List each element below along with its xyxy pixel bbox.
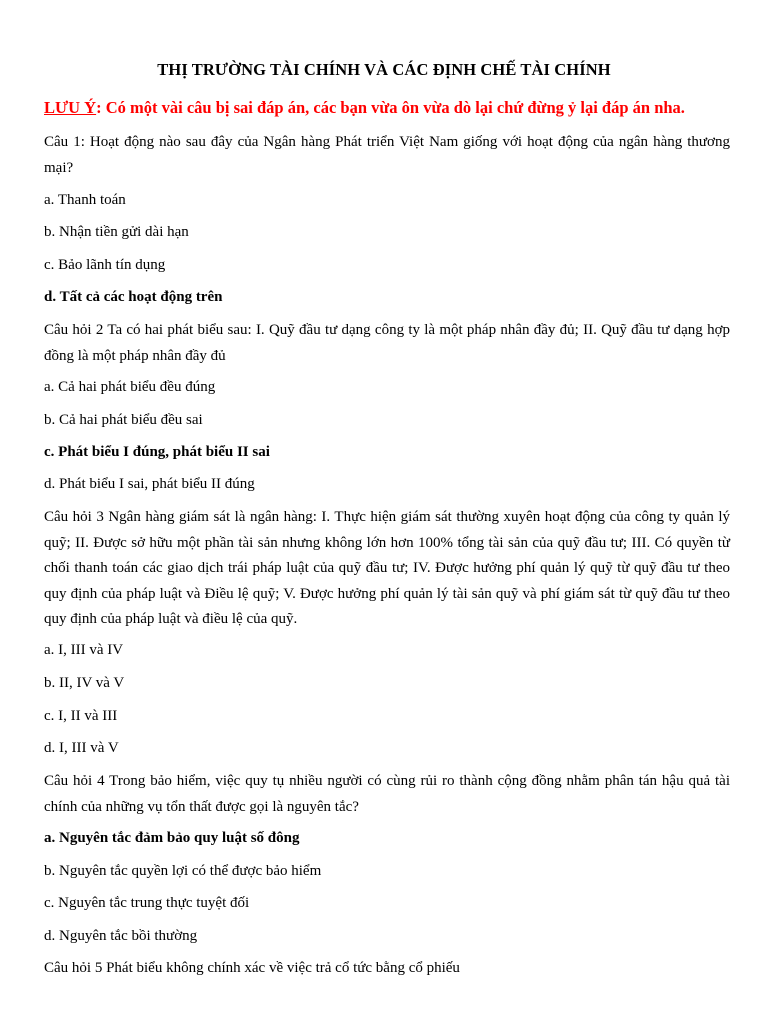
q4-option-b: b. Nguyên tắc quyền lợi có thể được bảo hiểm (44, 863, 322, 879)
q2-option-d: d. Phát biểu I sai, phát biểu II đúng (44, 476, 255, 492)
q2-option-c-answer: c. Phát biểu I đúng, phát biểu II sai (44, 444, 270, 460)
question-5: Câu hỏi 5 Phát biểu không chính xác về việc trả cổ tức bằng cổ phiếu (44, 960, 460, 976)
q4-option-c: c. Nguyên tắc trung thực tuyệt đối (44, 895, 250, 911)
page-title: THỊ TRƯỜNG TÀI CHÍNH VÀ CÁC ĐỊNH CHẾ TÀI CHÍNH (157, 60, 611, 79)
q1-option-d-answer: d. Tất cả các hoạt động trên (44, 289, 223, 305)
warning-note (44, 98, 728, 118)
q4-option-a-answer: a. Nguyên tắc đảm bảo quy luật số đông (44, 830, 300, 846)
q2-option-b: b. Cả hai phát biểu đều sai (44, 412, 203, 428)
note-text: : Có một vài câu bị sai đáp án, các bạn vừa ôn vừa dò lại chứ đừng ỷ lại đáp án nha. (96, 98, 685, 117)
question-2: Câu hỏi 2 Ta có hai phát biểu sau: I. Quỹ đầu tư dạng công ty là một pháp nhân đầy đủ; II. Quỹ đầu tư dạng hợp đồng là một pháp nhân đầy đủ (44, 322, 730, 364)
q2-option-a: a. Cả hai phát biểu đều đúng (44, 379, 216, 395)
question-1: Câu 1: Hoạt động nào sau đây của Ngân hàng Phát triển Việt Nam giống với hoạt động của ngân hàng thương mại? (44, 134, 730, 176)
note-label: LƯU Ý (44, 98, 97, 117)
q1-option-a: a. Thanh toán (44, 192, 126, 208)
question-3: Câu hỏi 3 Ngân hàng giám sát là ngân hàng: I. Thực hiện giám sát thường xuyên hoạt động của công ty quản lý quỹ; II. Được sở hữu một phần tài sản nhưng không lớn hơn 100% tổng tài sản của quỹ đầu tư; III. Có quyền từ chối thanh toán các giao dịch trái pháp luật của quỹ đầu tư; IV. Được hưởng phí quản lý quỹ từ quỹ đầu tư theo quy định của pháp luật và Điều lệ quỹ; V. Được hưởng phí quản lý tài sản quỹ và phí giám sát từ quỹ đầu tư theo quy định của pháp luật và điều lệ của quỹ. (44, 509, 730, 627)
question-4: Câu hỏi 4 Trong bảo hiểm, việc quy tụ nhiều người có cùng rủi ro thành cộng đồng nhằm phân tán hậu quả tài chính của những vụ tổn thất được gọi là nguyên tắc? (44, 773, 730, 815)
q3-option-c: c. I, II và III (44, 708, 118, 724)
q1-option-b: b. Nhận tiền gửi dài hạn (44, 224, 189, 240)
q3-option-b: b. II, IV và V (44, 675, 125, 691)
q3-option-d: d. I, III và V (44, 740, 119, 756)
q4-option-d: d. Nguyên tắc bồi thường (44, 928, 198, 944)
q3-option-a: a. I, III và IV (44, 642, 124, 658)
q1-option-c: c. Bảo lãnh tín dụng (44, 257, 166, 273)
